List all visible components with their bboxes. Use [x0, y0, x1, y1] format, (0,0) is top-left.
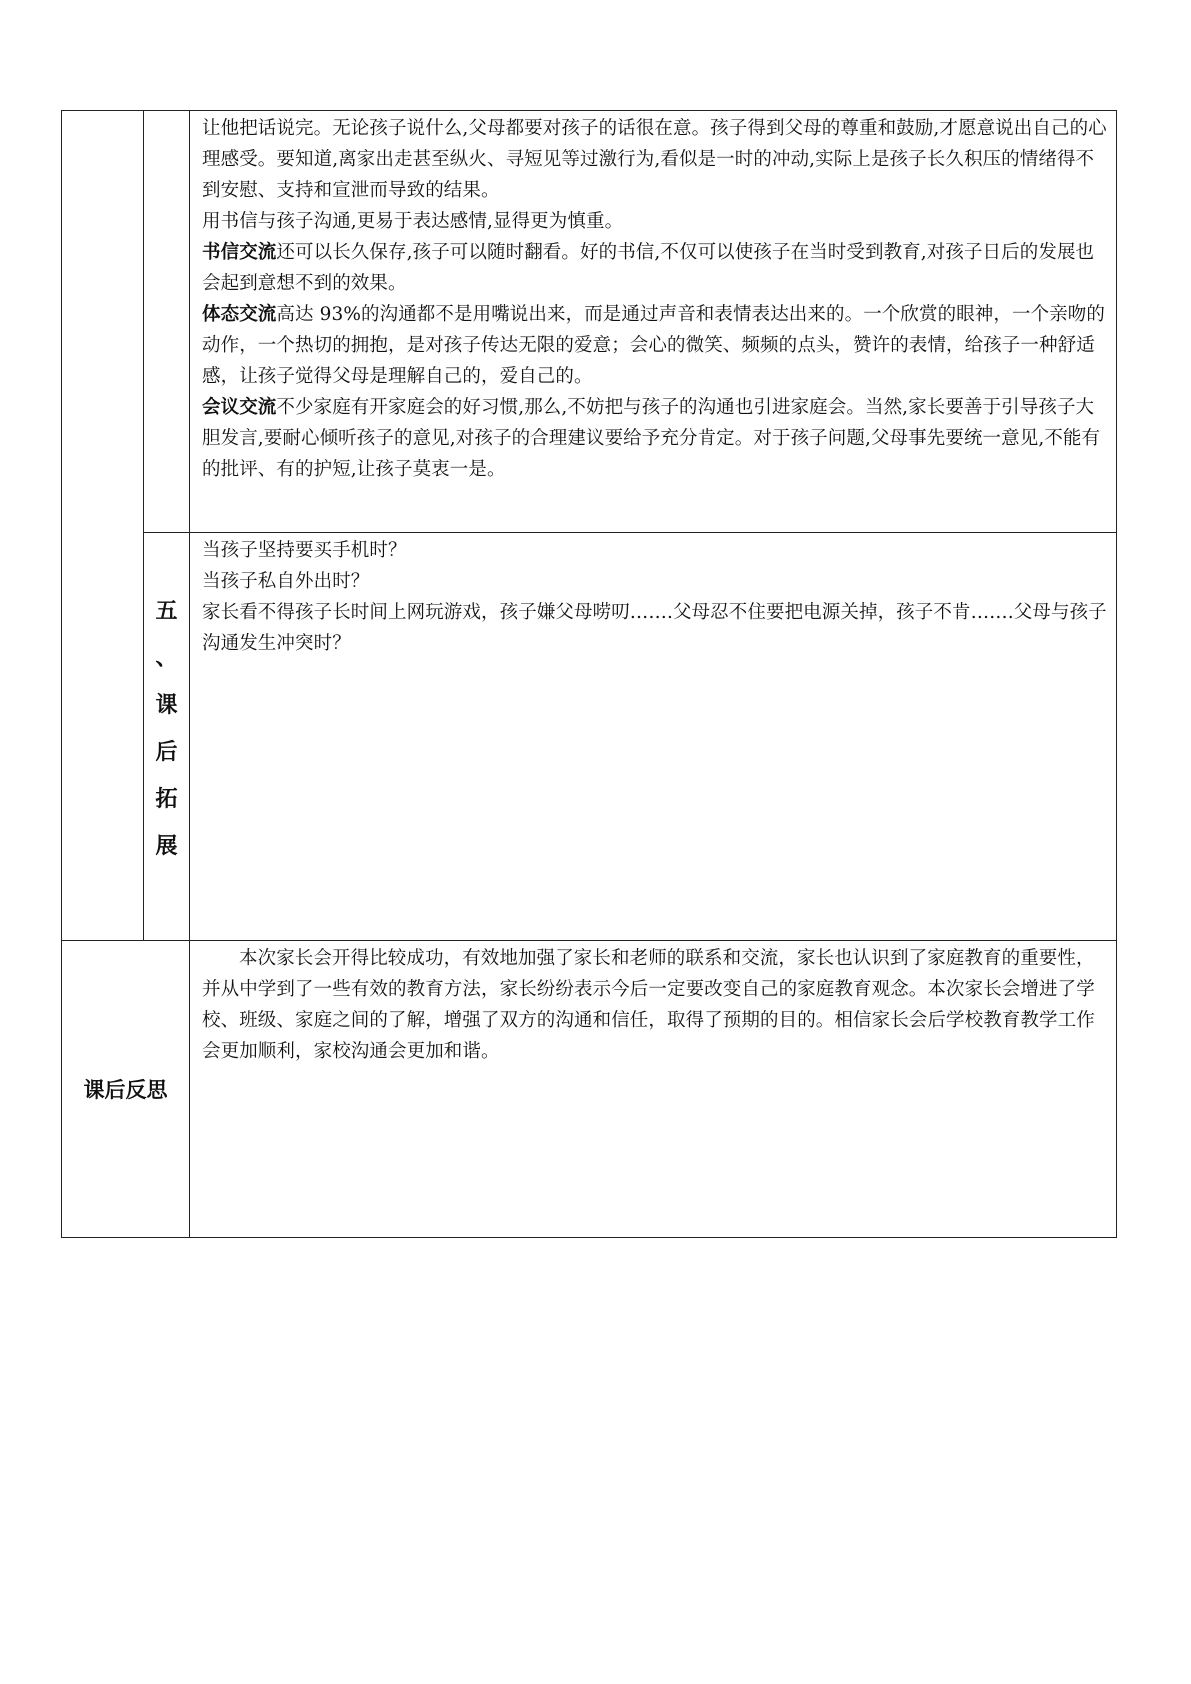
question-line: 当孩子坚持要买手机时？: [202, 540, 407, 561]
paragraph: [202, 299, 1110, 392]
section-five-content-cell: [190, 533, 1117, 941]
paragraph-text: 让他把话说完。无论孩子说什么,父母都要对孩子的话很在意。孩子得到父母的尊重和鼓励,才愿意说出自己的心理感受。要知道,离家出走甚至纵火、寻短见等过激行为,看似是一时的冲动,实际上是孩子长久积压的情绪得不到安慰、支持和宣泄而导致的结果。: [202, 118, 1107, 201]
question-line: 家长看不得孩子长时间上网玩游戏，孩子嫌父母唠叨…….父母忍不住要把电源关掉，孩子不肯…….父母与孩子沟通发生冲突时？: [202, 602, 1107, 654]
paragraph-lead: 体态交流: [202, 304, 277, 325]
section-four-content: [190, 111, 1116, 485]
paragraph: [202, 206, 1110, 237]
paragraph-lead: 书信交流: [202, 242, 277, 263]
reflection-label: 课后反思: [62, 941, 190, 1238]
paragraph-lead: 会议交流: [202, 397, 277, 418]
section-five-label-cell: [144, 533, 190, 941]
outer-left-cell: [62, 111, 144, 941]
paragraph-text: 不少家庭有开家庭会的好习惯,那么,不妨把与孩子的沟通也引进家庭会。当然,家长要善于引导孩子大胆发言,要耐心倾听孩子的意见,对孩子的合理建议要给予充分肯定。对于孩子问题,父母事先要统一意见,不能有的批评、有的护短,让孩子莫衷一是。: [202, 397, 1101, 480]
paragraph: [202, 237, 1110, 299]
label-char: 、: [155, 646, 178, 671]
label-char: 五: [155, 599, 178, 624]
label-char: 后: [155, 740, 178, 765]
label-char: 展: [155, 834, 178, 859]
table-row: [62, 533, 1117, 941]
question-line: 当孩子私自外出时？: [202, 571, 370, 592]
paragraph-text: 用书信与孩子沟通,更易于表达感情,显得更为慎重。: [202, 211, 624, 232]
label-char: 拓: [155, 787, 178, 812]
label-char: 课: [155, 693, 178, 718]
reflection-content: [190, 941, 1116, 1067]
paragraph-text: 还可以长久保存,孩子可以随时翻看。好的书信,不仅可以使孩子在当时受到教育,对孩子日后的发展也会起到意想不到的效果。: [202, 242, 1095, 294]
section-five-content: [190, 533, 1116, 659]
reflection-content-cell: [190, 941, 1117, 1238]
lesson-plan-table: [61, 110, 1117, 1238]
table-row: [62, 111, 1117, 533]
section-four-content-cell: [190, 111, 1117, 533]
paragraph-text: 高达 93%的沟通都不是用嘴说出来，而是通过声音和表情表达出来的。一个欣赏的眼神，一个亲吻的动作，一个热切的拥抱，是对孩子传达无限的爱意；会心的微笑、频频的点头，赞许的表情，给孩子一种舒适感，让孩子觉得父母是理解自己的，爱自己的。: [202, 304, 1106, 387]
section-four-label-cell: [144, 111, 190, 533]
paragraph: [202, 113, 1110, 206]
section-five-label: [144, 533, 189, 870]
paragraph: [202, 392, 1110, 485]
reflection-text: 本次家长会开得比较成功，有效地加强了家长和老师的联系和交流，家长也认识到了家庭教育的重要性，并从中学到了一些有效的教育方法，家长纷纷表示今后一定要改变自己的家庭教育观念。本次家长会增进了学校、班级、家庭之间的了解，增强了双方的沟通和信任，取得了预期的目的。相信家长会后学校教育教学工作会更加顺利，家校沟通会更加和谐。: [202, 948, 1095, 1062]
table-row: [62, 941, 1117, 1238]
